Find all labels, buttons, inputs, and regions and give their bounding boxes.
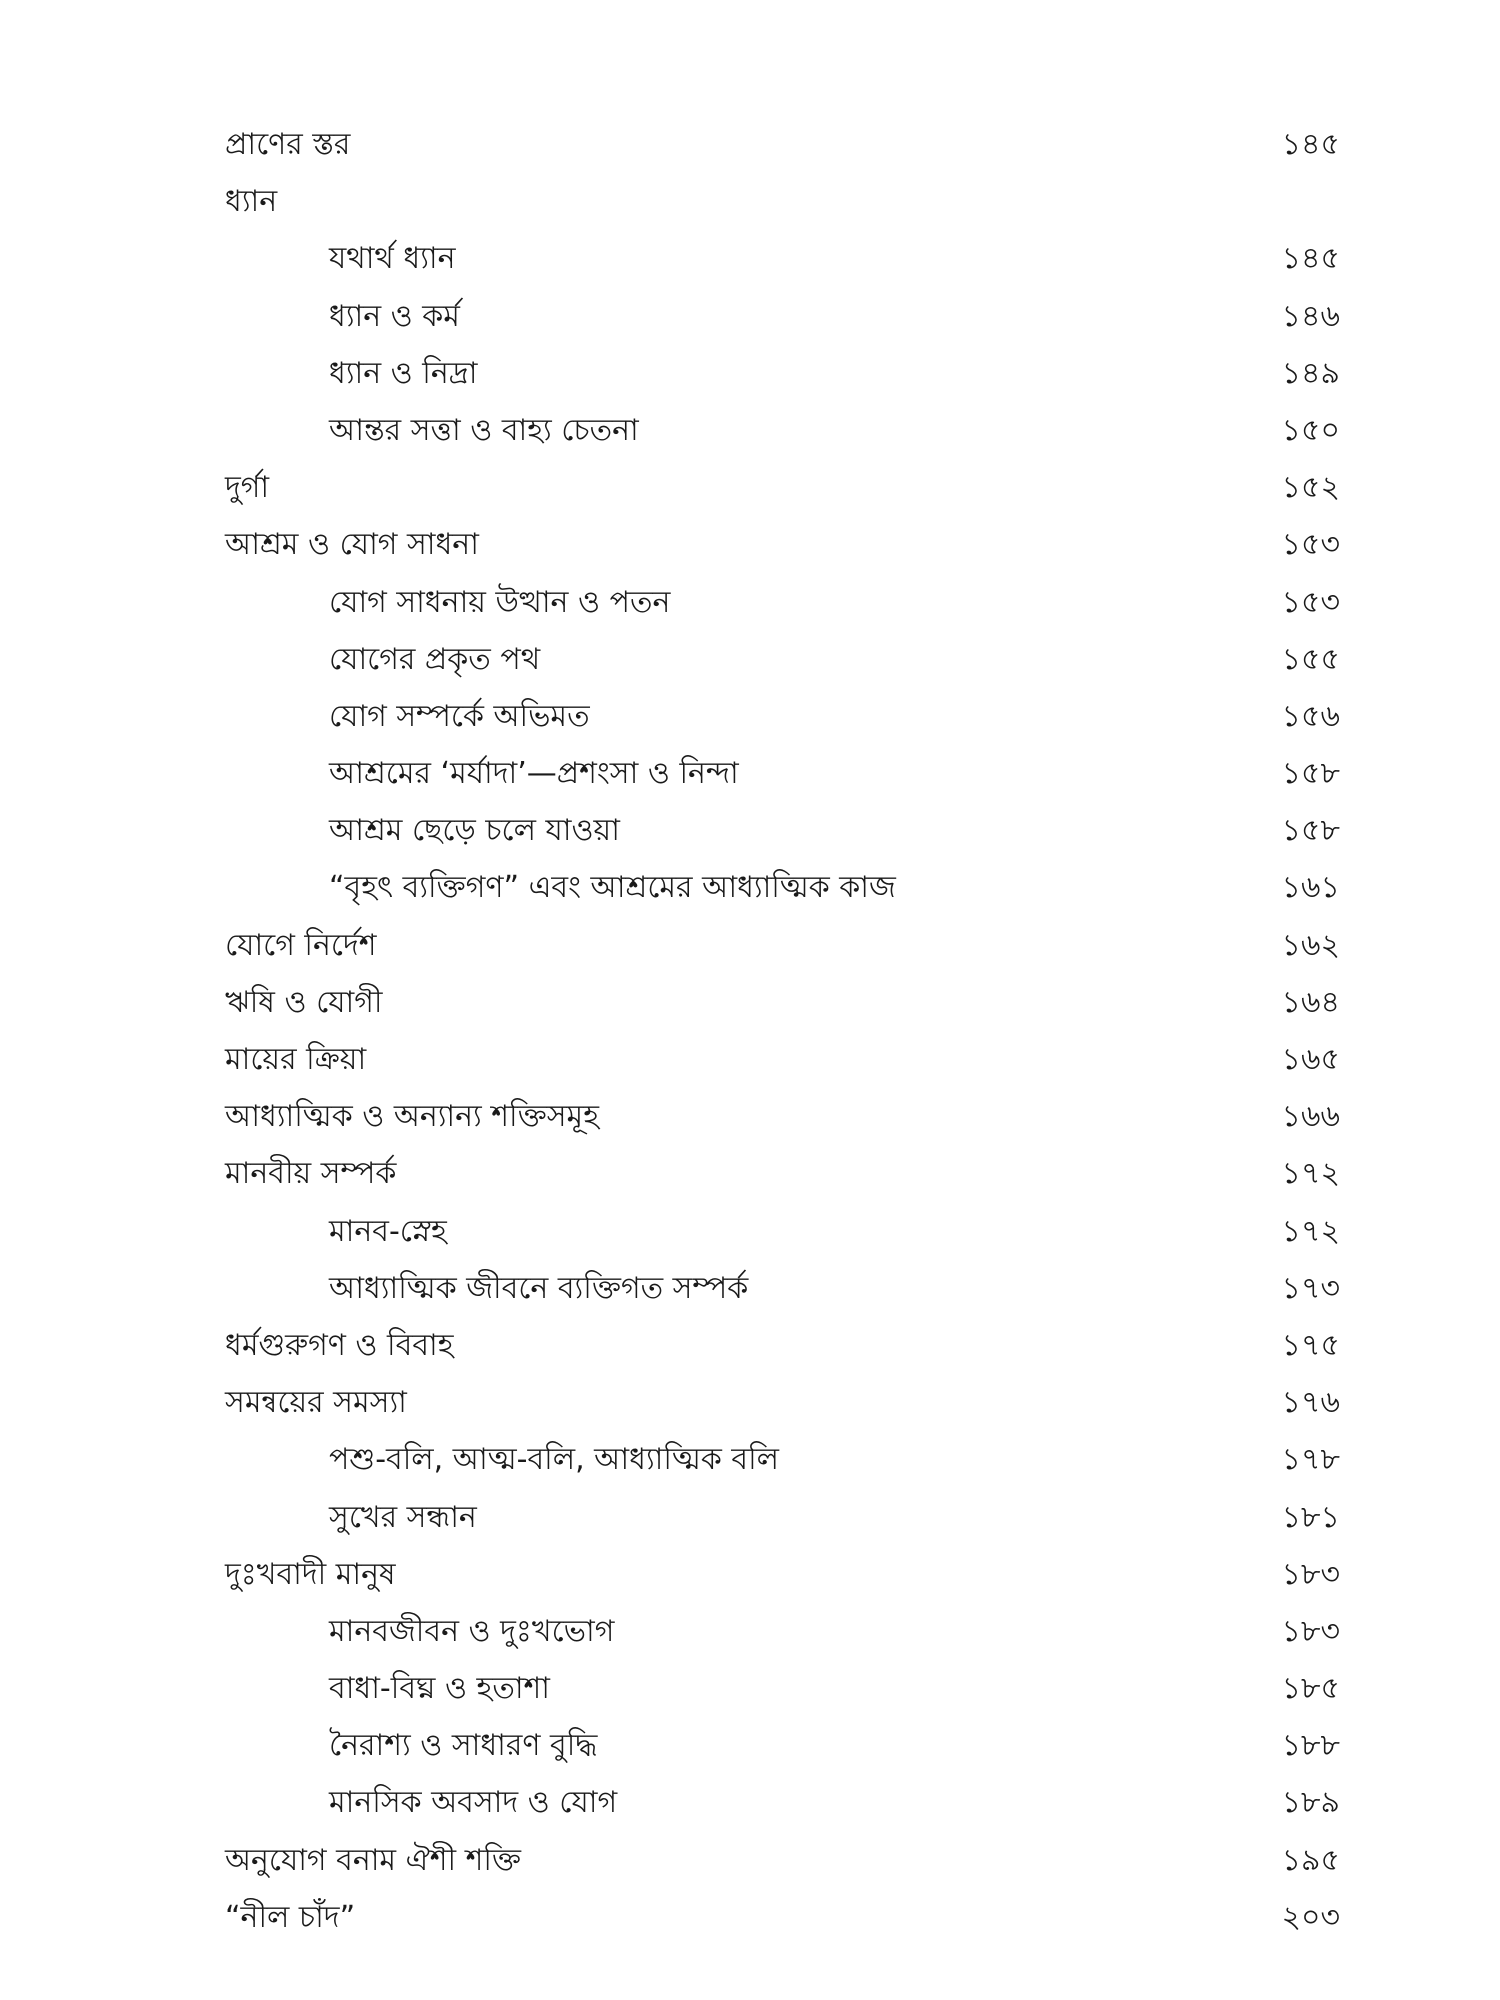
toc-entry-title: সুখের সন্ধান	[329, 1499, 477, 1535]
toc-entry-title: ধর্মগুরুগণ ও বিবাহ	[225, 1327, 454, 1363]
toc-page-number: ১৬৪	[1281, 984, 1340, 1020]
toc-entry	[225, 984, 1340, 1041]
toc-entry-title: মানব-স্নেহ	[329, 1213, 447, 1249]
toc-page-number: ১৫৮	[1281, 813, 1340, 849]
toc-entry	[225, 1556, 1340, 1613]
toc-entry-title: দুর্গা	[225, 470, 270, 506]
toc-entry	[225, 1384, 1340, 1441]
toc-subentry	[225, 412, 1340, 469]
toc-page-number: ১৫৩	[1281, 527, 1340, 563]
toc-entry-title: যথার্থ ধ্যান	[329, 241, 456, 277]
toc-entry-title: আধ্যাত্মিক ও অন্যান্য শক্তিসমূহ	[225, 1099, 599, 1135]
toc-entry-title: “বৃহৎ ব্যক্তিগণ” এবং আশ্রমের আধ্যাত্মিক কাজ	[329, 870, 896, 906]
toc-entry-title: পশু-বলি, আত্ম-বলি, আধ্যাত্মিক বলি	[329, 1442, 780, 1478]
toc-page-number: ১৮৩	[1281, 1613, 1340, 1649]
toc-entry-title: দুঃখবাদী মানুষ	[225, 1556, 396, 1592]
toc-entry	[225, 1041, 1340, 1098]
toc-entry-title: ধ্যান ও নিদ্রা	[329, 355, 478, 391]
toc-page-number: ১৮৩	[1281, 1556, 1340, 1592]
toc-page-number: ১৮১	[1281, 1499, 1340, 1535]
toc-page-number: ১৭৫	[1281, 1327, 1340, 1363]
toc-page-number: ১৬২	[1281, 927, 1340, 963]
toc-entry-title: আধ্যাত্মিক জীবনে ব্যক্তিগত সম্পর্ক	[329, 1270, 749, 1306]
toc-page-number: ১৬৫	[1281, 1042, 1340, 1077]
toc-subentry	[225, 1670, 1340, 1727]
toc-subentry	[225, 755, 1340, 812]
toc-entry-title: অনুযোগ বনাম ঐশী শক্তি	[225, 1842, 522, 1878]
toc-entry-title: আশ্রম ও যোগ সাধনা	[225, 527, 479, 563]
toc-subentry	[225, 812, 1340, 869]
toc-page-number: ১৮৮	[1281, 1728, 1340, 1764]
toc-page-number: ১৫০	[1281, 412, 1340, 448]
toc-entry-title: আশ্রম ছেড়ে চলে যাওয়া	[329, 813, 620, 849]
toc-entry	[225, 1842, 1340, 1899]
toc-subentry	[225, 1270, 1340, 1327]
toc-entry-title: সমন্বয়ের সমস্যা	[225, 1385, 407, 1421]
toc-entry	[225, 1899, 1340, 1956]
toc-page-number: ১৪৬	[1281, 298, 1340, 334]
toc-subentry	[225, 641, 1340, 698]
toc-page-number: ২০৩	[1281, 1899, 1340, 1935]
toc-page-number: ১৯৫	[1281, 1842, 1340, 1878]
toc-entry-title: ধ্যান ও কর্ম	[329, 298, 460, 334]
toc-entry	[225, 183, 1340, 240]
toc-page-number: ১৪৯	[1281, 355, 1340, 391]
toc-entry-title: মানবীয় সম্পর্ক	[225, 1156, 397, 1192]
toc-subentry	[225, 1213, 1340, 1270]
toc-entry-title: নৈরাশ্য ও সাধারণ বুদ্ধি	[329, 1728, 598, 1764]
toc-page-number: ১৬৬	[1281, 1099, 1340, 1135]
toc-subentry	[225, 1441, 1340, 1498]
toc-subentry	[225, 1613, 1340, 1670]
toc-subentry	[225, 869, 1340, 926]
toc-entry-title: ধ্যান	[225, 184, 278, 220]
toc-entry-title: ঋষি ও যোগী	[225, 984, 383, 1020]
toc-entry-title: আশ্রমের ‘মর্যাদা’—প্রশংসা ও নিন্দা	[329, 756, 739, 792]
toc-page-number: ১৭৮	[1281, 1442, 1340, 1478]
toc-page-number: ১৪৫	[1281, 241, 1340, 277]
toc-entry-title: যোগের প্রকৃত পথ	[329, 641, 541, 677]
toc-page-number: ১৫৮	[1281, 756, 1340, 792]
toc-entry	[225, 126, 1340, 183]
toc-entry-title: আন্তর সত্তা ও বাহ্য চেতনা	[329, 412, 639, 448]
toc-entry	[225, 526, 1340, 583]
toc-entry-title: মায়ের ক্রিয়া	[225, 1042, 367, 1077]
toc-page-number: ১৫৬	[1281, 698, 1340, 734]
toc-entry-title: যোগে নির্দেশ	[225, 927, 377, 963]
toc-entry	[225, 469, 1340, 526]
toc-entry-title: মানসিক অবসাদ ও যোগ	[329, 1785, 618, 1821]
toc-subentry	[225, 1499, 1340, 1556]
toc-page-number: ১৭৬	[1281, 1385, 1340, 1421]
toc-entry	[225, 1098, 1340, 1155]
toc-entry	[225, 1327, 1340, 1384]
toc-page-number: ১৭৩	[1281, 1270, 1340, 1306]
toc-entry	[225, 1155, 1340, 1212]
toc-entry-title: “নীল চাঁদ”	[225, 1899, 356, 1935]
toc-entry-title: বাধা-বিঘ্ন ও হতাশা	[329, 1671, 550, 1707]
toc-page-number: ১৮৯	[1281, 1785, 1340, 1821]
table-of-contents	[225, 126, 1340, 1956]
toc-entry	[225, 927, 1340, 984]
toc-page-number: ১৫২	[1281, 470, 1340, 506]
toc-subentry	[225, 1784, 1340, 1841]
toc-entry-title: মানবজীবন ও দুঃখভোগ	[329, 1613, 615, 1649]
toc-subentry	[225, 355, 1340, 412]
toc-page-number: ১৭২	[1281, 1213, 1340, 1249]
toc-page-number: ১৭২	[1281, 1156, 1340, 1192]
toc-subentry	[225, 1727, 1340, 1784]
toc-subentry	[225, 298, 1340, 355]
toc-subentry	[225, 240, 1340, 297]
toc-entry-title: যোগ সাধনায় উত্থান ও পতন	[329, 584, 671, 620]
toc-page-number: ১৪৫	[1281, 127, 1340, 162]
toc-page-number: ১৫৫	[1281, 641, 1340, 677]
toc-subentry	[225, 698, 1340, 755]
toc-page-number: ১৮৫	[1281, 1671, 1340, 1707]
toc-page-number: ১৬১	[1281, 870, 1340, 906]
toc-entry-title: যোগ সম্পর্কে অভিমত	[329, 698, 590, 734]
toc-page-number: ১৫৩	[1281, 584, 1340, 620]
toc-subentry	[225, 584, 1340, 641]
toc-entry-title: প্রাণের স্তর	[225, 127, 351, 162]
